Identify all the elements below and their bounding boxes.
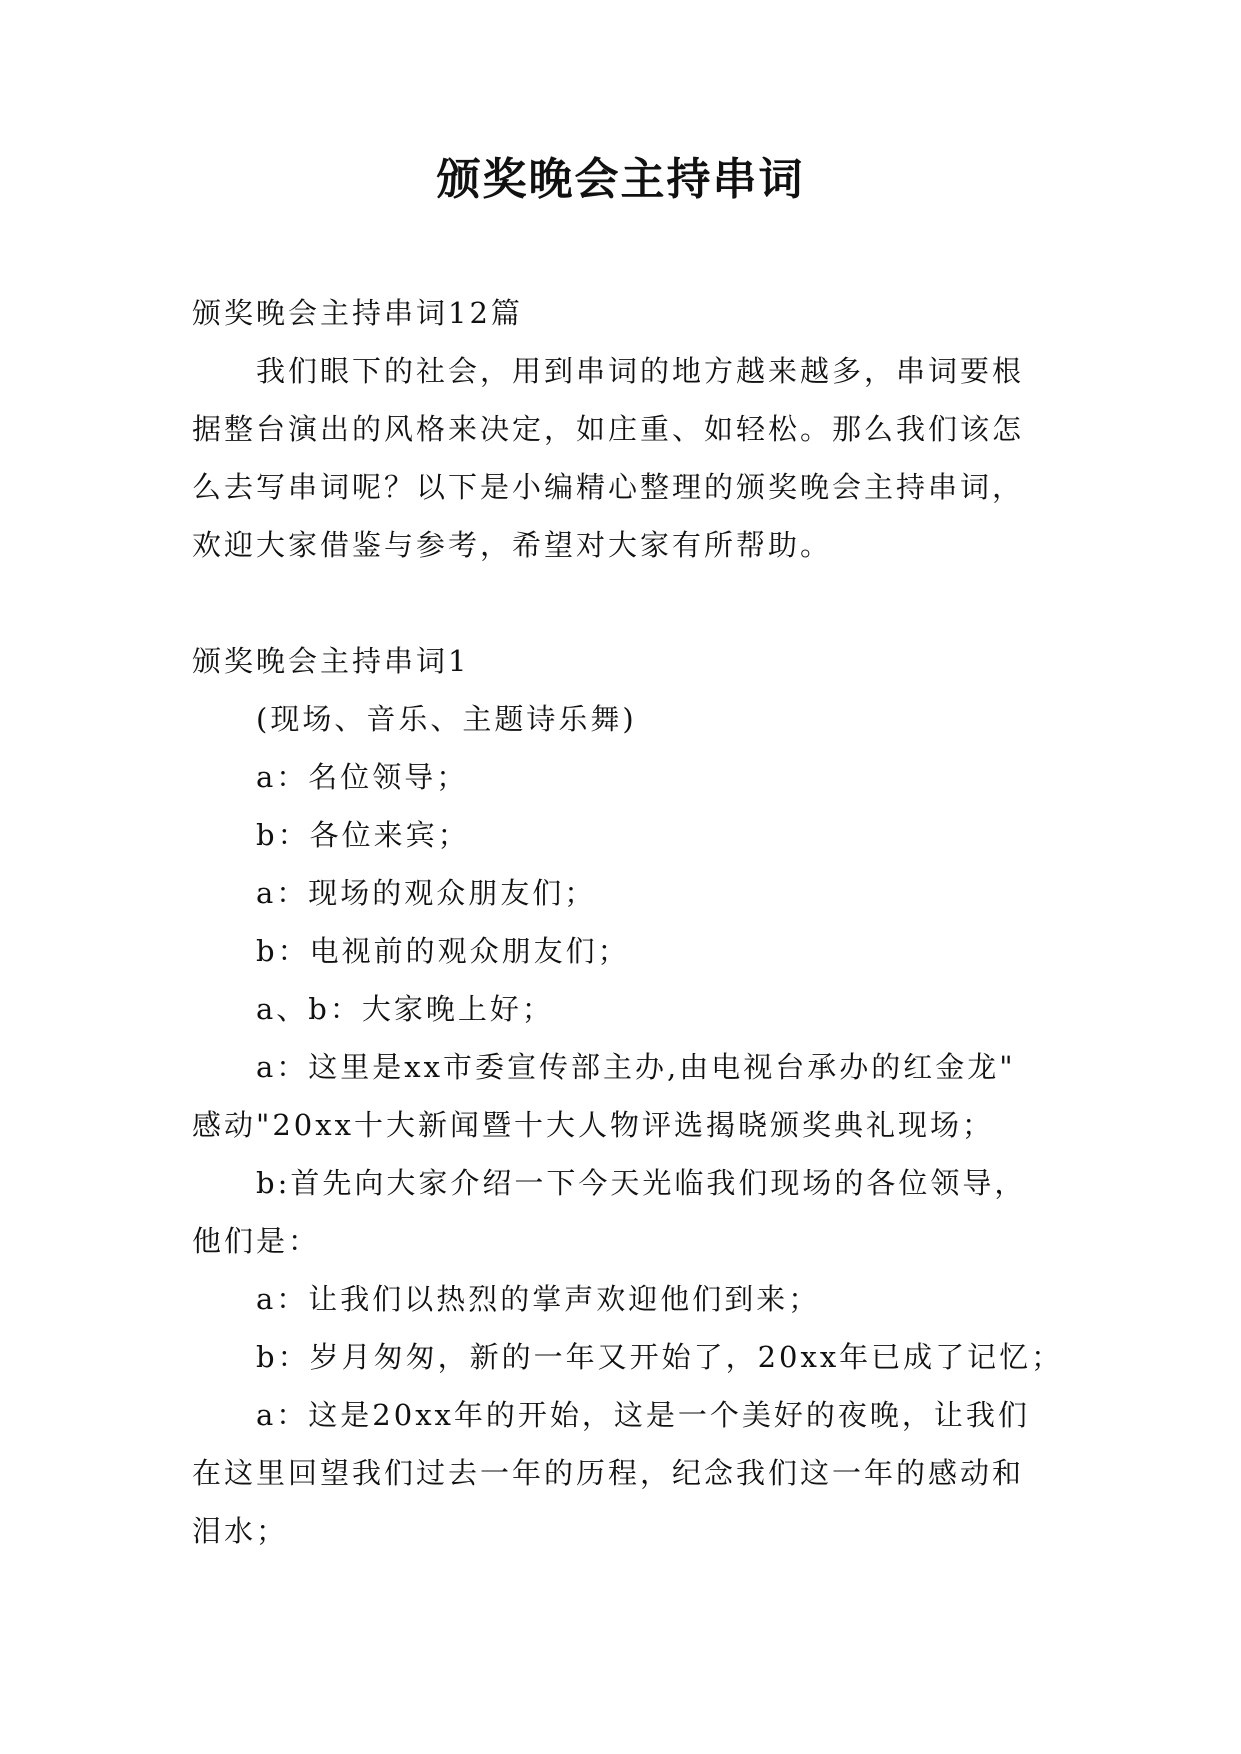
document-body [192,284,1072,1560]
paragraph-line: b：电视前的观众朋友们； [256,934,630,968]
paragraph-line: a：名位领导； [256,760,469,794]
paragraph-line: a：让我们以热烈的掌声欢迎他们到来； [256,1282,821,1316]
paragraph-line: a：现场的观众朋友们； [256,876,597,910]
paragraph-line: b:首先向大家介绍一下今天光临我们现场的各位领导， [256,1166,1027,1200]
subtitle-line: 颁奖晚会主持串词12篇 [192,296,523,330]
section-heading: 颁奖晚会主持串词1 [192,644,470,678]
paragraph-line: (现场、音乐、主题诗乐舞) [256,702,637,736]
paragraph-gap [192,574,1072,632]
paragraph-line: 我们眼下的社会，用到串词的地方越来越多，串词要根 [256,354,1025,388]
paragraph-line: a：这是20xx年的开始，这是一个美好的夜晚，让我们 [256,1398,1030,1432]
paragraph-line: b：岁月匆匆，新的一年又开始了，20xx年已成了记忆； [256,1340,1064,1374]
document-title: 颁奖晚会主持串词 [436,154,805,205]
paragraph-line: b：各位来宾； [256,818,470,852]
paragraph-line: 感动"20xx十大新闻暨十大人物评选揭晓颁奖典礼现场； [192,1108,994,1142]
paragraph-line: 在这里回望我们过去一年的历程，纪念我们这一年的感动和 [192,1456,1025,1490]
paragraph-line: 据整台演出的风格来决定，如庄重、如轻松。那么我们该怎 [192,412,1025,446]
paragraph-line: a：这里是xx市委宣传部主办,由电视台承办的红金龙" [256,1050,1016,1084]
paragraph-line: 他们是： [192,1224,321,1258]
paragraph-line: a、b：大家晚上好； [256,992,554,1026]
paragraph-line: 欢迎大家借鉴与参考，希望对大家有所帮助。 [192,528,833,562]
paragraph-line: 么去写串词呢？以下是小编精心整理的颁奖晚会主持串词， [192,470,1025,504]
paragraph-line: 泪水； [192,1514,289,1548]
